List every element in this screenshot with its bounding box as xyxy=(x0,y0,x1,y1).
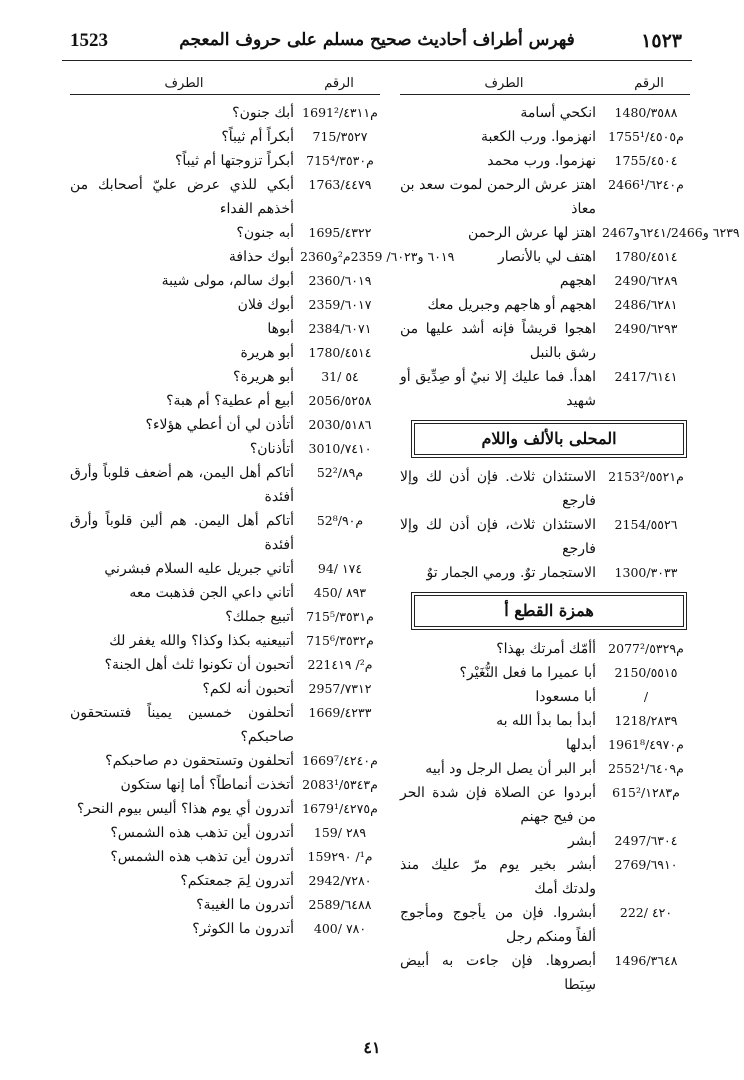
hadith-number: 2486/٦٢٨١ xyxy=(614,297,678,312)
hadith-opening: أتدرون لِمَ جمعتكم؟ xyxy=(180,873,294,889)
index-entry xyxy=(400,465,690,513)
hadith-opening: أتاكم أهل اليمن. هم ألين قلوباً وأرق أفئدة xyxy=(70,513,294,553)
hadith-opening: أبدأ بما بدأ الله به xyxy=(496,713,596,729)
hadith-opening: اهتز عرش الرحمن لموت سعد بن معاذ xyxy=(400,177,596,217)
hadith-number: 1695/٤٣٢٢ xyxy=(308,225,372,240)
hadith-opening: أبصروها. فإن جاءت به أبيض سِبَطا xyxy=(400,953,596,993)
index-entry xyxy=(70,149,380,173)
hadith-opening: أبكي للذي عرض عليّ أصحابك من أخذهم الفداء xyxy=(70,177,294,217)
index-entry xyxy=(400,781,690,829)
index-entry xyxy=(400,901,690,949)
hadith-number: 221م²/ ٤١٩ xyxy=(307,657,373,672)
hadith-number: 94/ ١٧٤ xyxy=(317,561,363,576)
hadith-number: 1300/٣٠٣٣ xyxy=(614,565,678,580)
hadith-opening: اهجوا قريشاً فإنه أشد عليها من رشق بالنبل xyxy=(400,321,596,361)
hadith-number: 715م⁴/٣٥٣٠ xyxy=(306,153,374,168)
running-title: فهرس أطراف أحاديث صحيح مسلم على حروف المعجم xyxy=(179,30,575,50)
hadith-number: / xyxy=(643,689,649,704)
index-entry xyxy=(400,173,690,221)
hadith-opening: أتحلفون خمسين يميناً فتستحقون صاحبكم؟ xyxy=(70,705,294,745)
hadith-number: 3010/٧٤١٠ xyxy=(308,441,372,456)
right-entries-3 xyxy=(400,637,690,997)
hadith-opening: الاستئذان ثلاث، فإن أذن لك وإلا فارجع xyxy=(400,517,596,557)
index-entry xyxy=(70,845,380,869)
hadith-number: 2942/٧٢٨٠ xyxy=(308,873,372,888)
hadith-opening: أبشروا. فإن من يأجوج ومأجوج ألفاً ومنكم رجل xyxy=(400,905,596,945)
index-entry xyxy=(70,509,380,557)
index-entry xyxy=(70,221,380,245)
hadith-number: 2957/٧٣١٢ xyxy=(308,681,372,696)
hadith-number: 1480/٣٥٨٨ xyxy=(614,105,678,120)
hadith-number: 2056/٥٢٥٨ xyxy=(308,393,372,408)
hadith-opening: أتأذنان؟ xyxy=(249,441,294,457)
hadith-number: 1763/٤٤٧٩ xyxy=(308,177,372,192)
hadith-number: 450/ ٨٩٣ xyxy=(313,585,367,600)
hadith-opening: اهدأ. فما عليك إلا نبيٌ أو صِدِّيق أو شهيد xyxy=(400,369,596,409)
hadith-opening: أبو هريرة xyxy=(240,345,294,361)
hadith-opening: اهتف لي بالأنصار xyxy=(497,249,596,265)
hadith-opening: أتبيعنيه بكذا وكذا؟ والله يغفر لك xyxy=(109,633,294,649)
index-entry xyxy=(70,101,380,125)
hadith-number: 52م²/٨٩ xyxy=(316,465,364,480)
index-entry xyxy=(70,917,380,941)
hadith-opening: أبيع أم عطية؟ أم هبة؟ xyxy=(166,393,294,409)
hadith-number: 222/ ٤٢٠ xyxy=(619,905,673,920)
hadith-number: 1496/٣٦٤٨ xyxy=(614,953,678,968)
hadith-opening: نهزموا. ورب محمد xyxy=(487,153,596,169)
hadith-opening: أبردوا عن الصلاة فإن شدة الحر من فيح جهنم xyxy=(400,785,596,825)
hadith-opening: أبك جنون؟ xyxy=(232,105,294,121)
hadith-opening: أتأذن لي أن أعطي هؤلاء؟ xyxy=(145,417,294,433)
index-entry xyxy=(400,637,690,661)
index-entry xyxy=(70,341,380,365)
hadith-opening: الاستجمار توٌ. ورمي الجمار توٌ xyxy=(426,565,596,581)
hadith-number: 1669/٤٢٣٣ xyxy=(308,705,372,720)
index-entry xyxy=(70,245,455,269)
index-entry xyxy=(400,221,740,245)
hadith-number: 2589/٦٤٨٨ xyxy=(308,897,372,912)
index-entry xyxy=(400,733,690,757)
index-entry xyxy=(400,293,690,317)
index-entry xyxy=(70,461,380,509)
hadith-number: 715م⁵/٣٥٣١ xyxy=(306,609,374,624)
page-number-latin: 1523 xyxy=(70,30,108,51)
index-entry xyxy=(70,269,380,293)
hadith-number: 2154/٥٥٢٦ xyxy=(614,517,678,532)
index-entry xyxy=(70,557,380,581)
hadith-number: 1691م²/٤٣١١ xyxy=(302,105,378,120)
hadith-number: 2769/٦٩١٠ xyxy=(614,857,678,872)
index-entry xyxy=(400,757,690,781)
index-entry xyxy=(70,797,380,821)
hadith-opening: أتاني داعي الجن فذهبت معه xyxy=(129,585,294,601)
index-entry xyxy=(400,561,690,585)
hadith-opening: انكحي أسامة xyxy=(520,105,596,121)
page-number-arabic: ١٥٢٣ xyxy=(641,30,682,52)
hadith-number: 1780/٤٥١٤ xyxy=(614,249,678,264)
index-entry xyxy=(400,149,690,173)
left-column xyxy=(70,70,455,941)
index-entry xyxy=(400,949,690,997)
hadith-opening: أبدلها xyxy=(565,737,596,753)
header-rule xyxy=(62,60,692,61)
hadith-opening: أتحلفون وتستحقون دم صاحبكم؟ xyxy=(105,753,294,769)
index-entry xyxy=(70,677,380,701)
index-entry xyxy=(400,709,690,733)
right-entries-2 xyxy=(400,465,690,585)
index-entry xyxy=(70,581,380,605)
text-heading: الطرف xyxy=(164,76,204,91)
hadith-number: 2490/٦٢٨٩ xyxy=(614,273,678,288)
right-column-header xyxy=(400,70,690,95)
number-heading: الرقم xyxy=(324,76,354,91)
index-entry xyxy=(400,685,690,709)
hadith-opening: أبا مسعودا xyxy=(535,689,596,705)
index-entry xyxy=(70,173,380,221)
hadith-number: 1961م⁸/٤٩٧٠ xyxy=(608,737,684,752)
hadith-number: 1755م¹/٤٥٠٥ xyxy=(608,129,684,144)
hadith-opening: أبشر xyxy=(568,833,596,849)
hadith-opening: أتدرون أين تذهب هذه الشمس؟ xyxy=(110,825,294,841)
index-entry xyxy=(400,365,690,413)
hadith-opening: أتحبون أنه لكم؟ xyxy=(202,681,294,697)
index-entry xyxy=(70,893,380,917)
index-entry xyxy=(400,269,690,293)
hadith-number: 1669م⁷/٤٢٤٠ xyxy=(302,753,378,768)
hadith-opening: أبكراً تزوجتها أم ثيباً؟ xyxy=(174,153,294,169)
hadith-number: ٦٢٣٩ و٦٢٤١/2466و2467 xyxy=(602,225,740,240)
index-entry xyxy=(70,749,380,773)
hadith-number: 2083م¹/٥٣٤٣ xyxy=(302,777,378,792)
index-entry xyxy=(70,605,380,629)
index-entry xyxy=(70,653,380,677)
index-entry xyxy=(70,317,380,341)
index-entry xyxy=(400,317,690,365)
index-entry xyxy=(400,853,690,901)
index-entry xyxy=(70,821,380,845)
hadith-number: 2466م¹/٦٢٤٠ xyxy=(608,177,684,192)
index-entry xyxy=(70,869,380,893)
hadith-opening: أأمّك أمرتك بهذا؟ xyxy=(496,641,596,657)
hadith-number: 1755/٤٥٠٤ xyxy=(614,153,678,168)
left-column-header xyxy=(70,70,380,95)
hadith-number: 2552م¹/٦٤٠٩ xyxy=(608,761,684,776)
hadith-opening: أتدرون أين تذهب هذه الشمس؟ xyxy=(110,849,294,865)
hadith-number: 2150/٥٥١٥ xyxy=(614,665,678,680)
hadith-opening: الاستئذان ثلاث. فإن أذن لك وإلا فارجع xyxy=(400,469,596,509)
right-column xyxy=(400,70,740,997)
hadith-opening: أتبيع جملك؟ xyxy=(225,609,294,625)
section-heading-definite-article: المحلى بالألف واللام xyxy=(414,423,684,455)
hadith-number: 615م²/١٢٨٣ xyxy=(612,785,680,800)
hadith-number: 1218/٢٨٣٩ xyxy=(614,713,678,728)
hadith-number: 2359/٦٠١٧ xyxy=(308,297,372,312)
hadith-opening: أتدرون ما الكوثر؟ xyxy=(192,921,294,937)
hadith-opening: أبر البر أن يصل الرجل ود أبيه xyxy=(425,761,596,777)
hadith-opening: أتاكم أهل اليمن، هم أضعف قلوباً وأرق أفئدة xyxy=(70,465,294,505)
hadith-number: 715م⁶/٣٥٣٢ xyxy=(306,633,374,648)
index-entry xyxy=(70,413,380,437)
hadith-number: 1780/٤٥١٤ xyxy=(308,345,372,360)
section-heading-hamzat-al-qat: همزة القطع أ xyxy=(414,595,684,627)
index-entry xyxy=(70,629,380,653)
index-entry xyxy=(70,773,380,797)
hadith-opening: أتدرون ما الغيبة؟ xyxy=(196,897,294,913)
index-entry xyxy=(70,701,380,749)
hadith-opening: انهزموا. ورب الكعبة xyxy=(480,129,596,145)
index-entry xyxy=(400,125,690,149)
hadith-number: 2360/٦٠١٩ xyxy=(308,273,372,288)
hadith-opening: اهجهم أو هاجهم وجبريل معك xyxy=(427,297,596,313)
hadith-number: 2497/٦٣٠٤ xyxy=(614,833,678,848)
left-entries xyxy=(70,101,455,941)
hadith-opening: اهجهم xyxy=(559,273,596,289)
hadith-number: 2030/٥١٨٦ xyxy=(308,417,372,432)
page-header xyxy=(62,28,692,58)
hadith-opening: أبوك حذافة xyxy=(228,249,294,265)
hadith-number: 1679م¹/٤٢٧٥ xyxy=(302,801,378,816)
index-entry xyxy=(70,389,380,413)
hadith-number: 159م¹/ ٢٩٠ xyxy=(307,849,373,864)
hadith-opening: اهتز لها عرش الرحمن xyxy=(467,225,596,241)
hadith-number: 715/٣٥٢٧ xyxy=(312,129,368,144)
number-heading: الرقم xyxy=(634,76,664,91)
hadith-opening: أبا عميرا ما فعل النُّغَيْر؟ xyxy=(459,665,596,681)
index-entry xyxy=(70,437,380,461)
hadith-number: 2077م²/٥٣٢٩ xyxy=(608,641,684,656)
hadith-number: 159/ ٢٨٩ xyxy=(313,825,367,840)
hadith-number: 2153م²/٥٥٢١ xyxy=(608,469,684,484)
hadith-number: ٦٠١٩ و٦٠٢٣/ 2359م²و2360 xyxy=(300,249,455,264)
hadith-number: 2384/٦٠٧١ xyxy=(308,321,372,336)
text-heading: الطرف xyxy=(484,76,524,91)
hadith-opening: أبوك سالم، مولى شيبة xyxy=(161,273,294,289)
index-entry xyxy=(400,661,690,685)
index-entry xyxy=(70,293,380,317)
hadith-opening: أبوك فلان xyxy=(237,297,294,313)
hadith-opening: أتدرون أي يوم هذا؟ أليس بيوم النحر؟ xyxy=(76,801,294,817)
hadith-number: 31/ ٥٤ xyxy=(321,369,359,384)
hadith-opening: أتخذت أنماطاً؟ أما إنها ستكون xyxy=(120,777,294,793)
hadith-opening: أبه جنون؟ xyxy=(236,225,294,241)
hadith-number: 400/ ٧٨٠ xyxy=(313,921,367,936)
index-entry xyxy=(70,125,380,149)
index-entry xyxy=(400,829,690,853)
hadith-opening: أبو هريرة؟ xyxy=(233,369,294,385)
hadith-opening: أتاني جبريل عليه السلام فبشرني xyxy=(104,561,294,577)
index-entry xyxy=(70,365,380,389)
hadith-opening: أتحبون أن تكونوا ثلث أهل الجنة؟ xyxy=(104,657,294,673)
hadith-opening: أبوها xyxy=(267,321,294,337)
hadith-number: 2490/٦٢٩٣ xyxy=(614,321,678,336)
index-entry xyxy=(400,513,690,561)
hadith-number: 2417/٦١٤١ xyxy=(614,369,678,384)
hadith-opening: أبكراً أم ثيباً؟ xyxy=(221,129,294,145)
hadith-number: 52م⁸/٩٠ xyxy=(316,513,364,528)
hadith-opening: أبشر بخير يوم مرّ عليك منذ ولدتك أمك xyxy=(400,857,596,897)
index-entry xyxy=(400,101,690,125)
page-footer-marker: ٤١ xyxy=(363,1038,381,1057)
